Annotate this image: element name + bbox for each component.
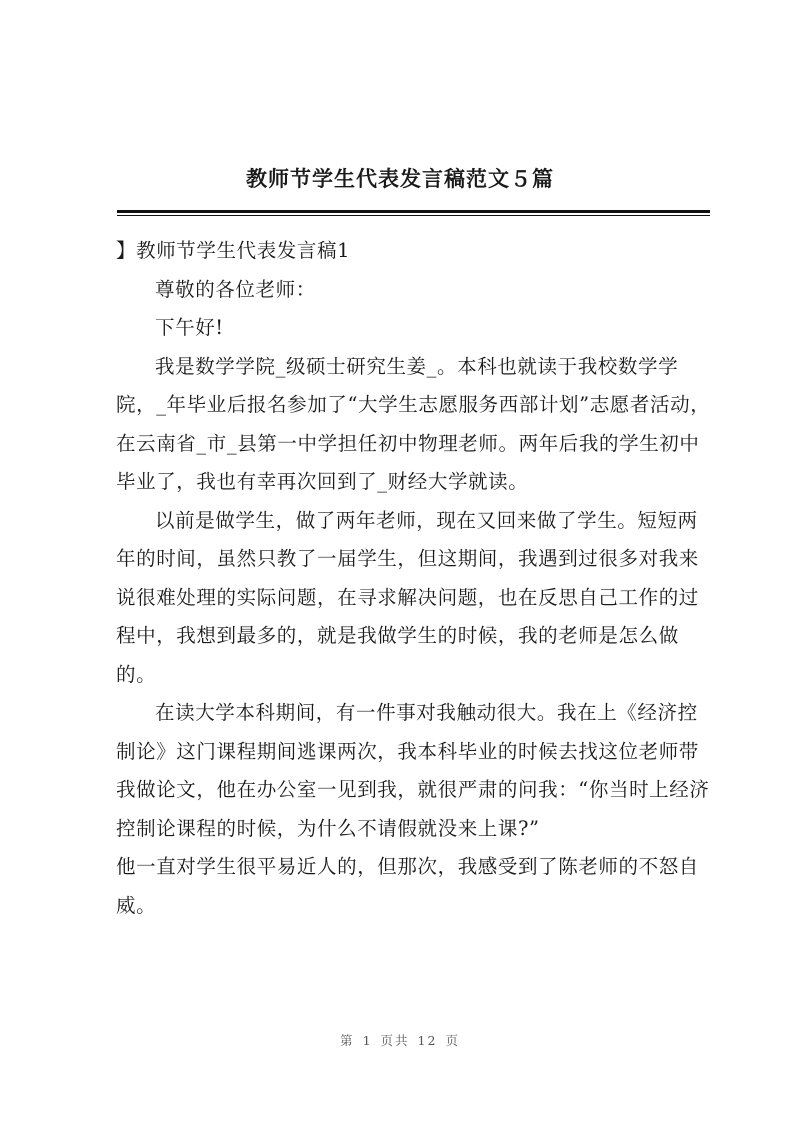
document-body xyxy=(116,232,712,925)
footer-total-prefix: 页共 xyxy=(380,1033,410,1048)
footer-total-suffix: 页 xyxy=(445,1033,460,1048)
salutation-paragraph: 尊敬的各位老师： xyxy=(155,277,316,301)
body-paragraph: 他一直对学生很平易近人的，但那次，我感受到了陈老师的不怒自威。 xyxy=(116,855,699,917)
section-heading: 】教师节学生代表发言稿1 xyxy=(116,239,351,262)
title-divider-thick xyxy=(117,210,710,213)
page-footer xyxy=(0,1031,800,1049)
body-paragraph: 我是数学学院_级硕士研究生姜_。本科也就读于我校数学学院，_年毕业后报名参加了“大学生志愿服务西部计划”志愿者活动，在云南省_市_县第一中学担任初中物理老师。两年后我的学生初中毕业了，我也有幸再次回到了_财经大学就读。 xyxy=(116,354,711,493)
footer-page-label: 第 xyxy=(340,1033,355,1048)
body-paragraph: 以前是做学生，做了两年老师，现在又回来做了学生。短短两年的时间，虽然只教了一届学生，但这期间，我遇到过很多对我来说很难处理的实际问题，在寻求解决问题，也在反思自己工作的过程中，我想到最多的，就是我做学生的时候，我的老师是怎么做的。 xyxy=(116,508,699,686)
footer-current-page: 1 xyxy=(362,1033,373,1048)
greeting-paragraph: 下午好! xyxy=(155,316,224,339)
title-divider-thin xyxy=(117,215,710,216)
document-title: 教师节学生代表发言稿范文５篇 xyxy=(246,166,554,191)
footer-total-pages: 12 xyxy=(417,1033,438,1048)
body-paragraph: 在读大学本科期间，有一件事对我触动很大。我在上《经济控制论》这门课程期间逃课两次，我本科毕业的时候去找这位老师带我做论文，他在办公室一见到我，就很严肃的问我：“你当时上经济控制论课程的时候，为什么不请假就没来上课?” xyxy=(116,701,710,840)
